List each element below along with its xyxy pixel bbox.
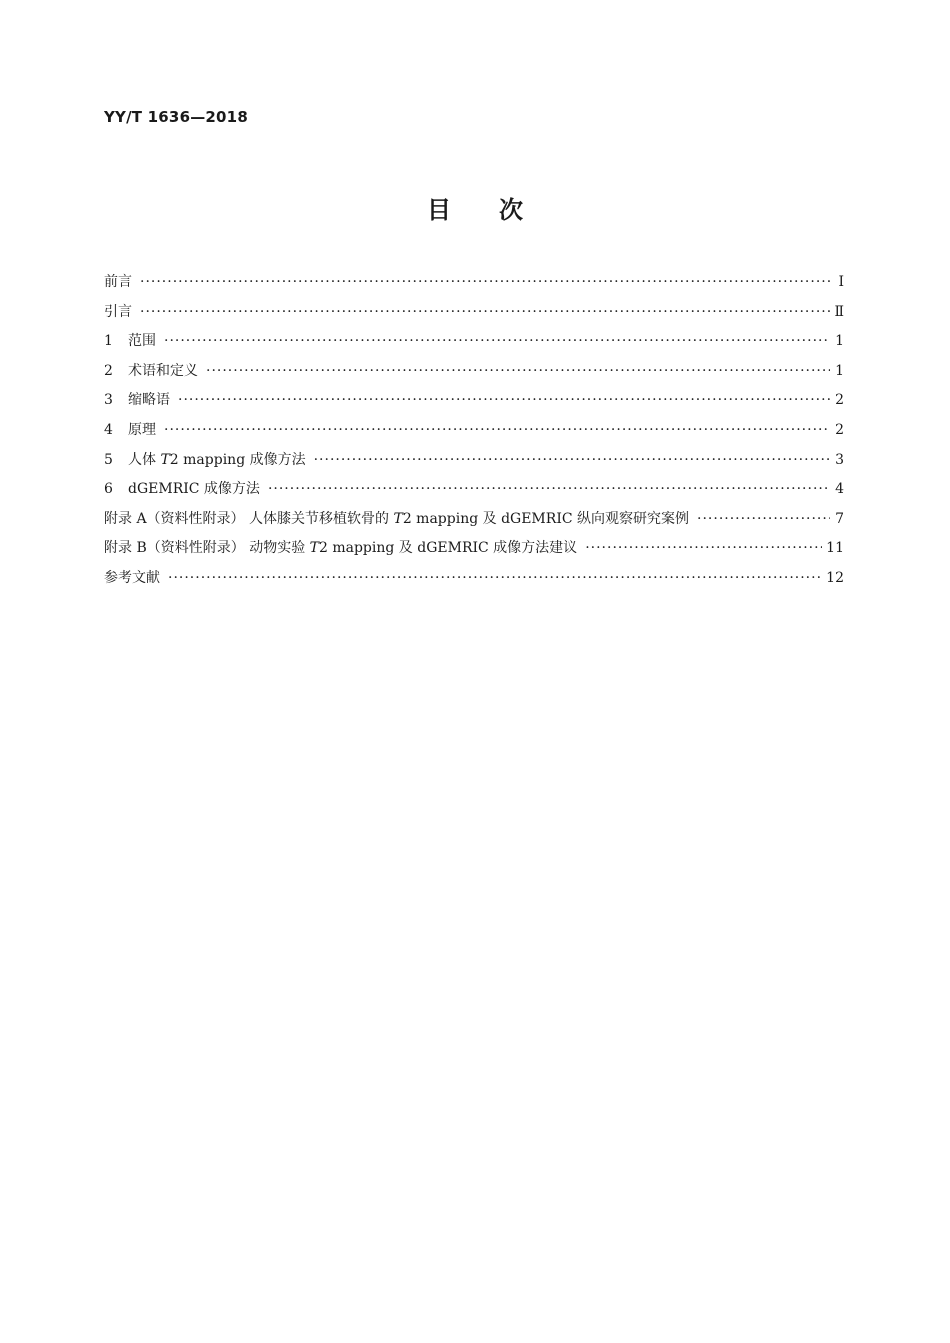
toc-entry-label: 附录 B（资料性附录） 动物实验 T2 mapping 及 dGEMRIC 成像方法建议 [104, 540, 578, 557]
dot-leader [140, 268, 830, 298]
toc-entry-label: 参考文献 [104, 569, 160, 586]
toc-page-number: Ⅰ [838, 274, 844, 290]
toc-page-number: 2 [835, 421, 844, 438]
toc-entry-annex-a[interactable] [104, 505, 844, 535]
toc-entry-number: 6 [104, 481, 113, 498]
dot-leader [164, 327, 830, 357]
toc-entry-label: 人体 T2 mapping 成像方法 [128, 451, 306, 468]
toc-page-number: Ⅱ [834, 303, 844, 320]
toc-entry-t2-mapping[interactable] [104, 446, 844, 476]
toc-page-number: 7 [835, 510, 844, 527]
dot-leader [164, 416, 830, 446]
page-title: 目次 [427, 196, 571, 224]
toc-entry-principle[interactable] [104, 416, 844, 446]
dot-leader [140, 298, 830, 328]
toc-page-number: 1 [835, 362, 844, 379]
toc-entry-label: 前言 [104, 274, 132, 290]
toc-entry-number: 5 [104, 451, 113, 468]
dot-leader [268, 475, 830, 505]
toc-entry-number: 2 [104, 362, 113, 379]
toc-page-number: 3 [835, 451, 844, 468]
toc-entry-number: 3 [104, 392, 113, 409]
toc-page-number: 11 [826, 540, 844, 557]
toc-entry-terms[interactable] [104, 357, 844, 387]
dot-leader [168, 564, 822, 594]
toc-entry-number: 4 [104, 421, 113, 438]
toc-entry-label: 范围 [128, 333, 156, 350]
dot-leader [206, 357, 830, 387]
toc-entry-label: 原理 [128, 421, 156, 438]
toc-page-number: 2 [835, 392, 844, 409]
toc-page-number: 1 [835, 333, 844, 350]
toc-entry-introduction[interactable] [104, 298, 844, 328]
dot-leader [314, 446, 830, 476]
toc-entry-label: dGEMRIC 成像方法 [128, 481, 260, 498]
toc-entry-abbreviations[interactable] [104, 386, 844, 416]
toc-page-number: 12 [826, 569, 844, 586]
toc-entry-foreword[interactable] [104, 268, 844, 298]
dot-leader [178, 386, 830, 416]
table-of-contents [104, 268, 844, 594]
dot-leader [697, 505, 830, 535]
toc-entry-dgemric[interactable] [104, 475, 844, 505]
toc-entry-label: 缩略语 [128, 392, 170, 409]
toc-entry-label: 附录 A（资料性附录） 人体膝关节移植软骨的 T2 mapping 及 dGEMRIC 纵向观察研究案例 [104, 510, 690, 527]
toc-entry-label: 术语和定义 [128, 362, 198, 379]
toc-entry-number: 1 [104, 333, 113, 350]
standard-code: YY/T 1636—2018 [104, 108, 248, 126]
toc-page-number: 4 [835, 481, 844, 498]
toc-entry-annex-b[interactable] [104, 534, 844, 564]
dot-leader [585, 534, 822, 564]
toc-entry-scope[interactable] [104, 327, 844, 357]
toc-entry-references[interactable] [104, 564, 844, 594]
toc-entry-label: 引言 [104, 303, 132, 320]
